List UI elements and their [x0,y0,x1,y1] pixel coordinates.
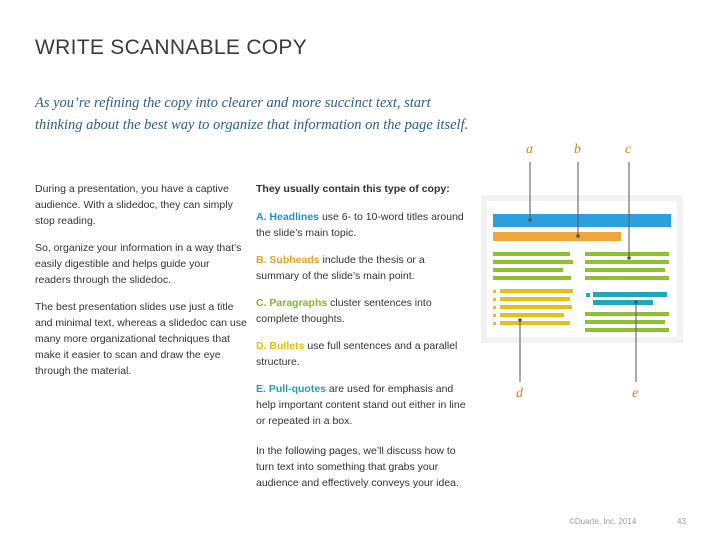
slide-thumbnail-panel [481,195,683,343]
callout-letter-b: b [574,142,581,157]
intro-text: As you’re refining the copy into clearer and more succinct text, start thinking about the best way to organize that information on the page itself. [35,95,469,133]
left-paragraph: So, organize your information in a way that’s easily digestible and helps guide your readers through the slidedoc. [35,242,242,286]
bullet-line [500,305,572,309]
bullet-dot [493,314,496,317]
paragraph-line [493,252,570,256]
copyright-text: ©Duarte, Inc. 2014 [569,517,637,526]
headline-bar [493,214,671,227]
closing-paragraph: In the following pages, we’ll discuss how to turn text into something that grabs your audience and effectively conveys your idea. [256,445,459,489]
paragraph-line [585,320,665,324]
middle-column [256,181,468,491]
bullet-dot [493,298,496,301]
callout-dot-c [627,256,631,260]
paragraph-line [585,276,669,280]
copy-type-item [256,381,468,429]
pullquote-mark [586,293,590,297]
callout-dot-e [634,300,638,304]
bullet-line [500,313,564,317]
callout-letter-d: d [516,386,523,401]
pullquote-line [593,300,653,305]
slide-thumbnail [487,201,677,337]
copy-type-term: D. Bullets [256,340,305,352]
copy-type-term: E. Pull-quotes [256,383,327,395]
paragraph-line [585,260,669,264]
paragraph-line [585,328,669,332]
copy-types-heading: They usually contain this type of copy: [256,183,450,195]
callout-letter-a: a [526,142,533,157]
copy-type-text: cluster sentences into complete thoughts. [256,297,432,325]
bullet-line [500,289,573,293]
paragraph-line [585,252,669,256]
page-title: WRITE SCANNABLE COPY [35,36,308,59]
left-paragraph: During a presentation, you have a captive audience. With a slidedoc, they can simply stop reading. [35,183,233,227]
callout-dot-b [576,234,580,238]
copy-type-item [256,338,468,370]
callout-dot-d [518,318,522,322]
left-column [35,181,247,390]
copy-type-item [256,295,468,327]
bullet-dot [493,290,496,293]
callout-letter-c: c [625,142,632,157]
copy-type-text: use 6- to 10-word titles around the slide’s main topic. [256,211,464,239]
copy-type-item [256,252,468,284]
pullquote-line [593,292,667,297]
paragraph-line [493,276,571,280]
bullet-line [500,297,570,301]
copy-type-term: A. Headlines [256,211,320,223]
paragraph-line [585,268,665,272]
paragraph-line [585,312,669,316]
bullet-dot [493,306,496,309]
callout-letter-e: e [632,386,639,401]
bullet-dot [493,322,496,325]
paragraph-line [493,260,573,264]
copy-type-item [256,209,468,241]
copy-type-term: B. Subheads [256,254,320,266]
subhead-bar [493,232,621,241]
copy-type-text: use full sentences and a parallel structure. [256,340,458,368]
callout-dot-a [528,218,532,222]
copy-type-term: C. Paragraphs [256,297,328,309]
copy-type-text: include the thesis or a summary of the slide’s main point. [256,254,425,282]
bullet-line [500,321,570,325]
left-paragraph: The best presentation slides use just a title and minimal text, whereas a slidedoc can use many more organizational techniques that make it easier to scan and draw the eye through the material. [35,301,247,377]
copy-type-text: are used for emphasis and help important content stand out either in line or repeated in a box. [256,383,466,427]
page-number: 43 [677,517,686,526]
paragraph-line [493,268,563,272]
